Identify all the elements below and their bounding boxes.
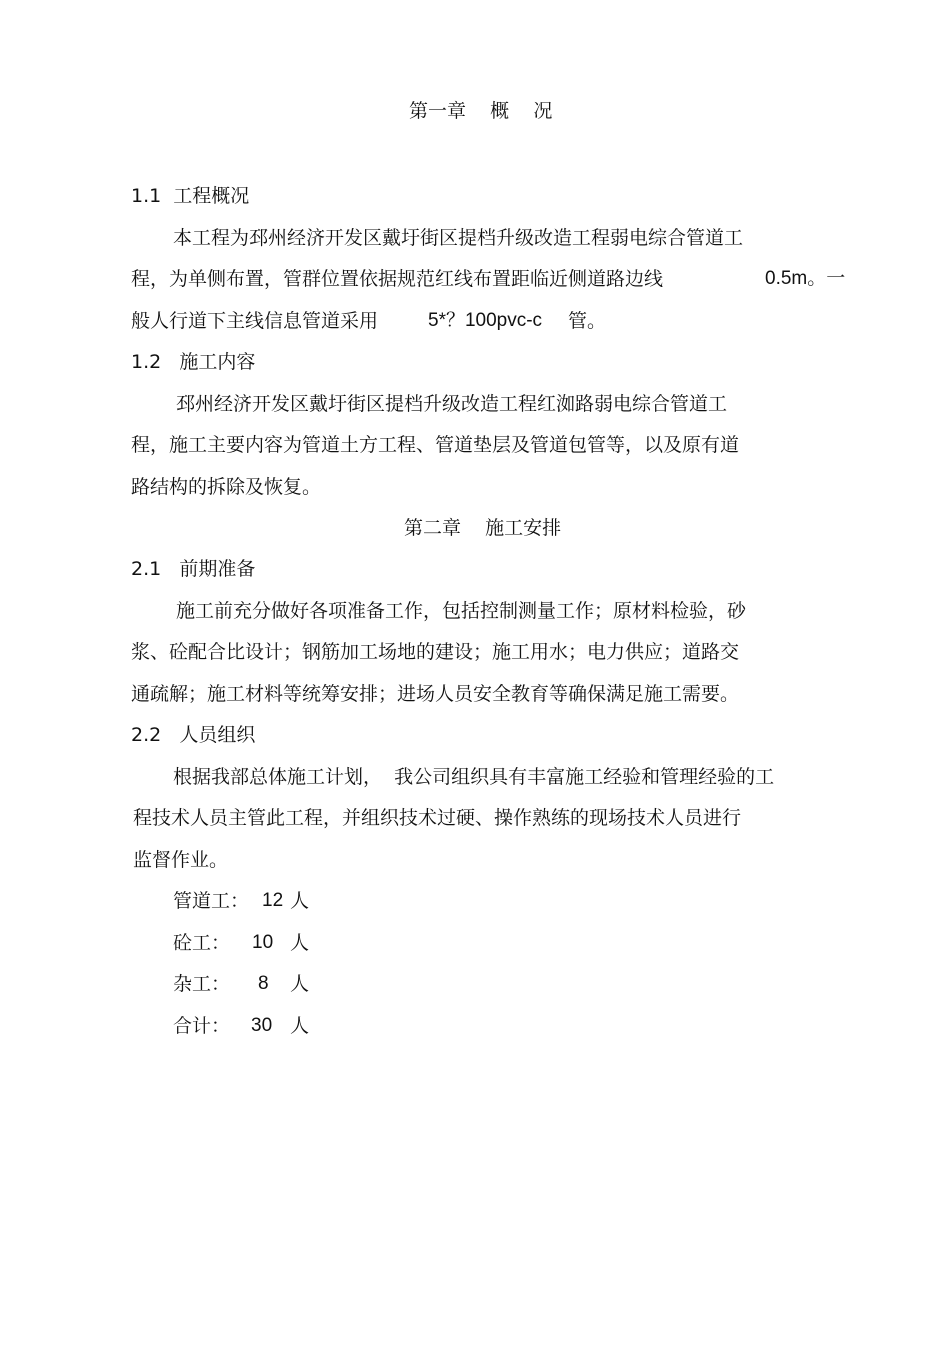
section-1-1-line-3: 般人行道下主线信息管道采用 <box>131 310 379 332</box>
section-1-1-line-3-spec: 5*？100pvc-c <box>428 310 543 331</box>
chapter-1-title: 第一章 概 况 <box>409 100 553 122</box>
section-2-1-line-1: 施工前充分做好各项准备工作，包括控制测量工作；原材料检验，砂 <box>176 600 747 622</box>
section-2-2-line-3: 监督作业。 <box>133 849 229 871</box>
staff-count-total: 30 <box>251 1015 273 1036</box>
staff-count-concrete: 10 <box>252 932 274 953</box>
staff-label-pipe: 管道工： <box>173 890 250 912</box>
staff-count-misc: 8 <box>258 973 269 994</box>
chapter-2-title: 第二章 施工安排 <box>404 517 562 539</box>
section-2-1-heading: 2.1 前期准备 <box>131 558 256 580</box>
section-1-1-line-2: 程，为单侧布置，管群位置依据规范红线布置距临近侧道路边线 <box>131 268 664 290</box>
staff-unit-pipe: 人 <box>290 890 310 912</box>
section-1-1-heading: 1.1 工程概况 <box>131 185 250 207</box>
staff-label-total: 合计： <box>173 1015 231 1037</box>
staff-label-misc: 杂工： <box>173 973 231 995</box>
section-1-1-line-3-end: 管。 <box>568 310 607 332</box>
staff-label-concrete: 砼工： <box>173 932 231 954</box>
staff-count-pipe: 12 <box>262 890 284 911</box>
section-2-1-line-2: 浆、砼配合比设计；钢筋加工场地的建设；施工用水；电力供应；道路交 <box>131 641 740 663</box>
staff-unit-concrete: 人 <box>290 932 310 954</box>
section-2-1-line-3: 通疏解；施工材料等统筹安排；进场人员安全教育等确保满足施工需要。 <box>131 683 740 705</box>
section-1-1-line-1: 本工程为邳州经济开发区戴圩街区提档升级改造工程弱电综合管道工 <box>173 227 744 249</box>
section-2-2-line-1: 根据我部总体施工计划， 我公司组织具有丰富施工经验和管理经验的工 <box>173 766 775 788</box>
section-1-2-heading: 1.2 施工内容 <box>131 351 256 373</box>
section-1-2-line-2: 程，施工主要内容为管道土方工程、管道垫层及管道包管等，以及原有道 <box>131 434 740 456</box>
section-2-2-heading: 2.2 人员组织 <box>131 724 256 746</box>
section-1-2-line-3: 路结构的拆除及恢复。 <box>131 476 322 498</box>
section-1-2-line-1: 邳州经济开发区戴圩街区提档升级改造工程红洳路弱电综合管道工 <box>176 393 728 415</box>
section-2-2-line-2: 程技术人员主管此工程，并组织技术过硬、操作熟练的现场技术人员进行 <box>133 807 742 829</box>
staff-unit-total: 人 <box>290 1015 310 1037</box>
section-1-1-line-2-distance: 0.5m。一 <box>765 268 846 289</box>
staff-unit-misc: 人 <box>290 973 310 995</box>
